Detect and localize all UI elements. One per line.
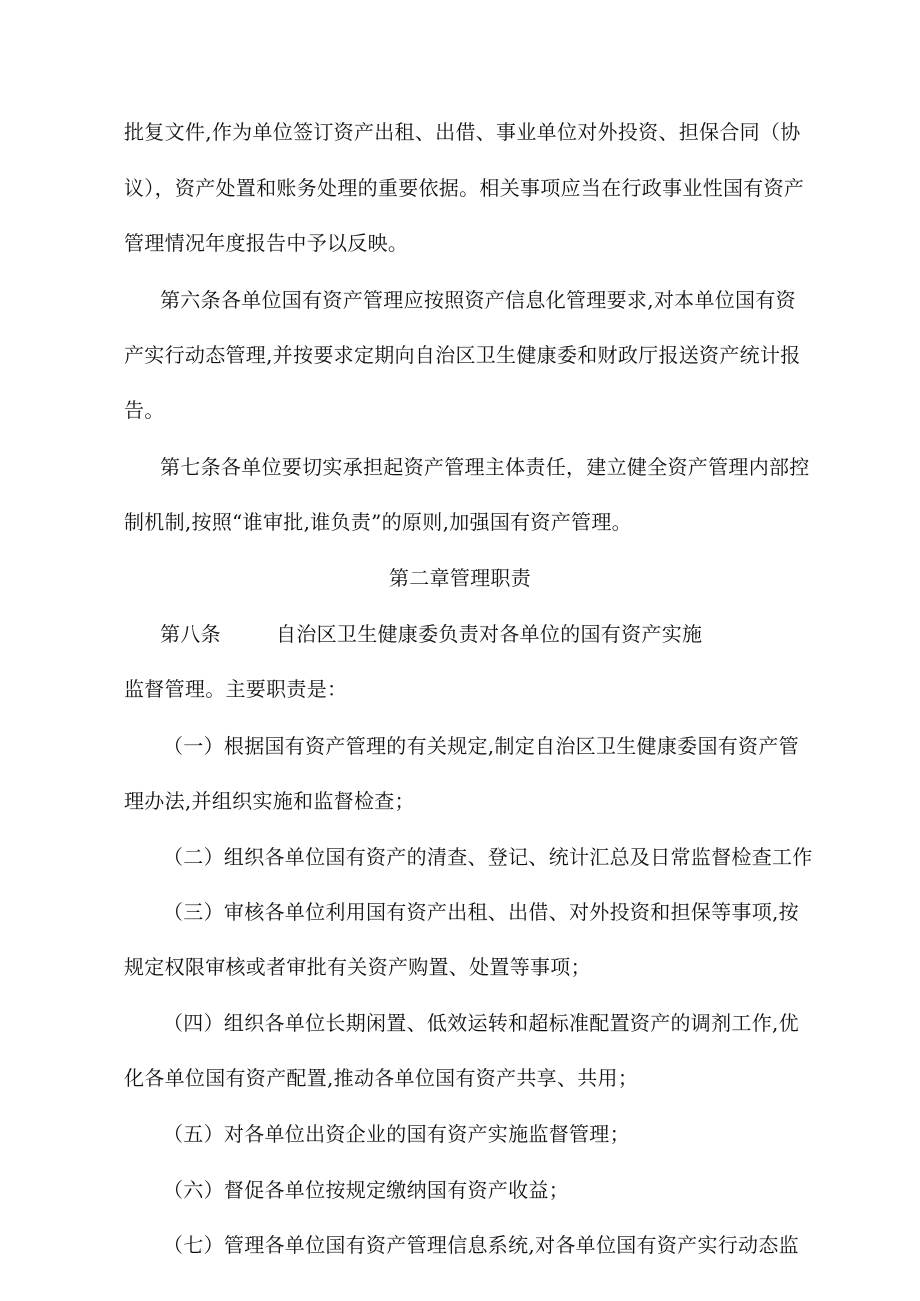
article8-text: 自治区卫生健康委负责对各单位的国有资产实施: [276, 622, 703, 646]
item3-line2: 规定权限审核或者审批有关资产购置、处置等事项；: [124, 955, 591, 979]
item3-line1: （三）审核各单位利用国有资产出租、出借、对外投资和担保等事项,按: [163, 900, 799, 924]
article6-line1: 第六条各单位国有资产管理应按照资产信息化管理要求,对本单位国有资: [160, 288, 796, 312]
item4-line2: 化各单位国有资产配置,推动各单位国有资产共享、共用；: [124, 1066, 639, 1090]
item5-line: （五）对各单位出资企业的国有资产实施监督管理；: [163, 1122, 630, 1146]
article6-line2: 产实行动态管理,并按要求定期向自治区卫生健康委和财政厅报送资产统计报: [124, 343, 801, 367]
para1-line2: 议），资产处置和账务处理的重要依据。相关事项应当在行政事业性国有资产: [124, 176, 805, 200]
article8-continuation: 监督管理。主要职责是：: [124, 677, 348, 701]
item1-line2: 理办法,并组织实施和监督检查；: [124, 789, 415, 813]
para1-line1: 批复文件,作为单位签订资产出租、出借、事业单位对外投资、担保合同（协: [124, 120, 801, 144]
item2-line: （二）组织各单位国有资产的清查、登记、统计汇总及日常监督检查工作: [163, 845, 813, 869]
chapter-heading: 第二章管理职责: [388, 566, 532, 590]
article6-line3: 告。: [124, 398, 165, 422]
article7-line2: 制机制,按照“谁审批,谁负责”的原则,加强国有资产管理。: [124, 510, 632, 534]
item1-line1: （一）根据国有资产管理的有关规定,制定自治区卫生健康委国有资产管: [163, 734, 799, 758]
para1-line3: 管理情况年度报告中予以反映。: [124, 231, 409, 255]
item4-line1: （四）组织各单位长期闲置、低效运转和超标准配置资产的调剂工作,优: [163, 1011, 799, 1035]
article8-label: 第八条: [160, 622, 221, 646]
item7-line: （七）管理各单位国有资产管理信息系统,对各单位国有资产实行动态监: [163, 1233, 799, 1257]
item6-line: （六）督促各单位按规定缴纳国有资产收益；: [163, 1178, 569, 1202]
article7-line1: 第七条各单位要切实承担起资产管理主体责任，建立健全资产管理内部控: [160, 455, 810, 479]
